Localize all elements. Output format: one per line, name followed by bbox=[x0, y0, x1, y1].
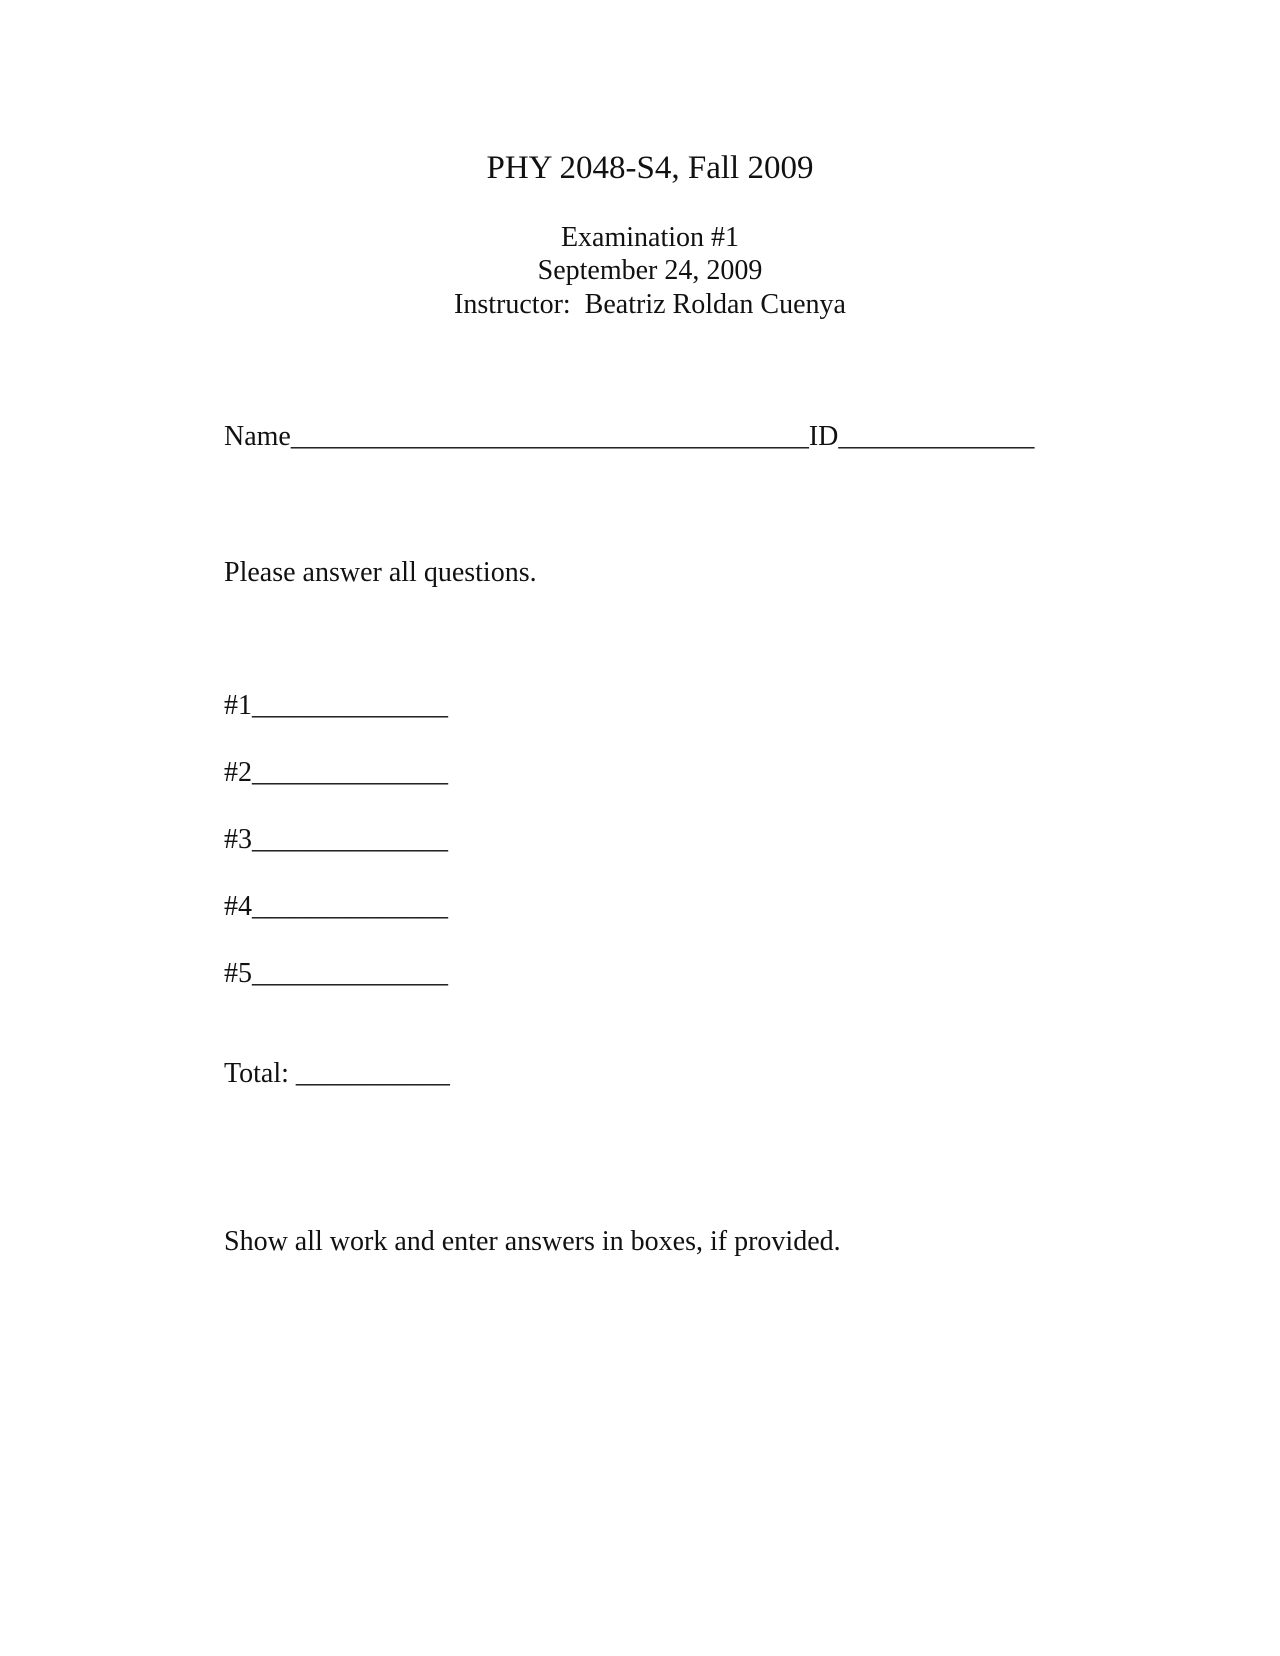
name-id-row bbox=[224, 423, 1034, 451]
exam-date: September 24, 2009 bbox=[537, 255, 763, 286]
course-title: PHY 2048-S4, Fall 2009 bbox=[486, 150, 814, 186]
name-field[interactable]: _____________________________________ bbox=[290, 421, 809, 452]
exam-name: Examination #1 bbox=[560, 222, 740, 253]
name-label: Name bbox=[224, 421, 291, 452]
score-label-3: #3 bbox=[224, 824, 252, 855]
score-field-2[interactable]: ______________ bbox=[252, 757, 448, 788]
id-field[interactable]: ______________ bbox=[838, 421, 1035, 452]
score-label-5: #5 bbox=[224, 958, 252, 989]
score-row-5 bbox=[224, 960, 448, 988]
score-label-4: #4 bbox=[224, 891, 252, 922]
score-field-3[interactable]: ______________ bbox=[252, 824, 448, 855]
score-row-3 bbox=[224, 826, 448, 854]
instructions-text: Please answer all questions. bbox=[224, 557, 537, 588]
score-label-1: #1 bbox=[224, 690, 252, 721]
id-label: ID bbox=[808, 421, 839, 452]
instructor-line: Instructor: Beatriz Roldan Cuenya bbox=[454, 289, 846, 320]
score-row-1 bbox=[224, 692, 448, 720]
total-row bbox=[224, 1060, 450, 1088]
score-row-2 bbox=[224, 759, 448, 787]
score-field-5[interactable]: ______________ bbox=[252, 958, 448, 989]
total-label: Total: bbox=[224, 1058, 296, 1089]
score-field-1[interactable]: ______________ bbox=[252, 690, 448, 721]
footer-note: Show all work and enter answers in boxes, if provided. bbox=[224, 1226, 841, 1257]
total-field[interactable]: ___________ bbox=[295, 1058, 450, 1089]
score-label-2: #2 bbox=[224, 757, 252, 788]
score-row-4 bbox=[224, 893, 448, 921]
score-field-4[interactable]: ______________ bbox=[252, 891, 448, 922]
